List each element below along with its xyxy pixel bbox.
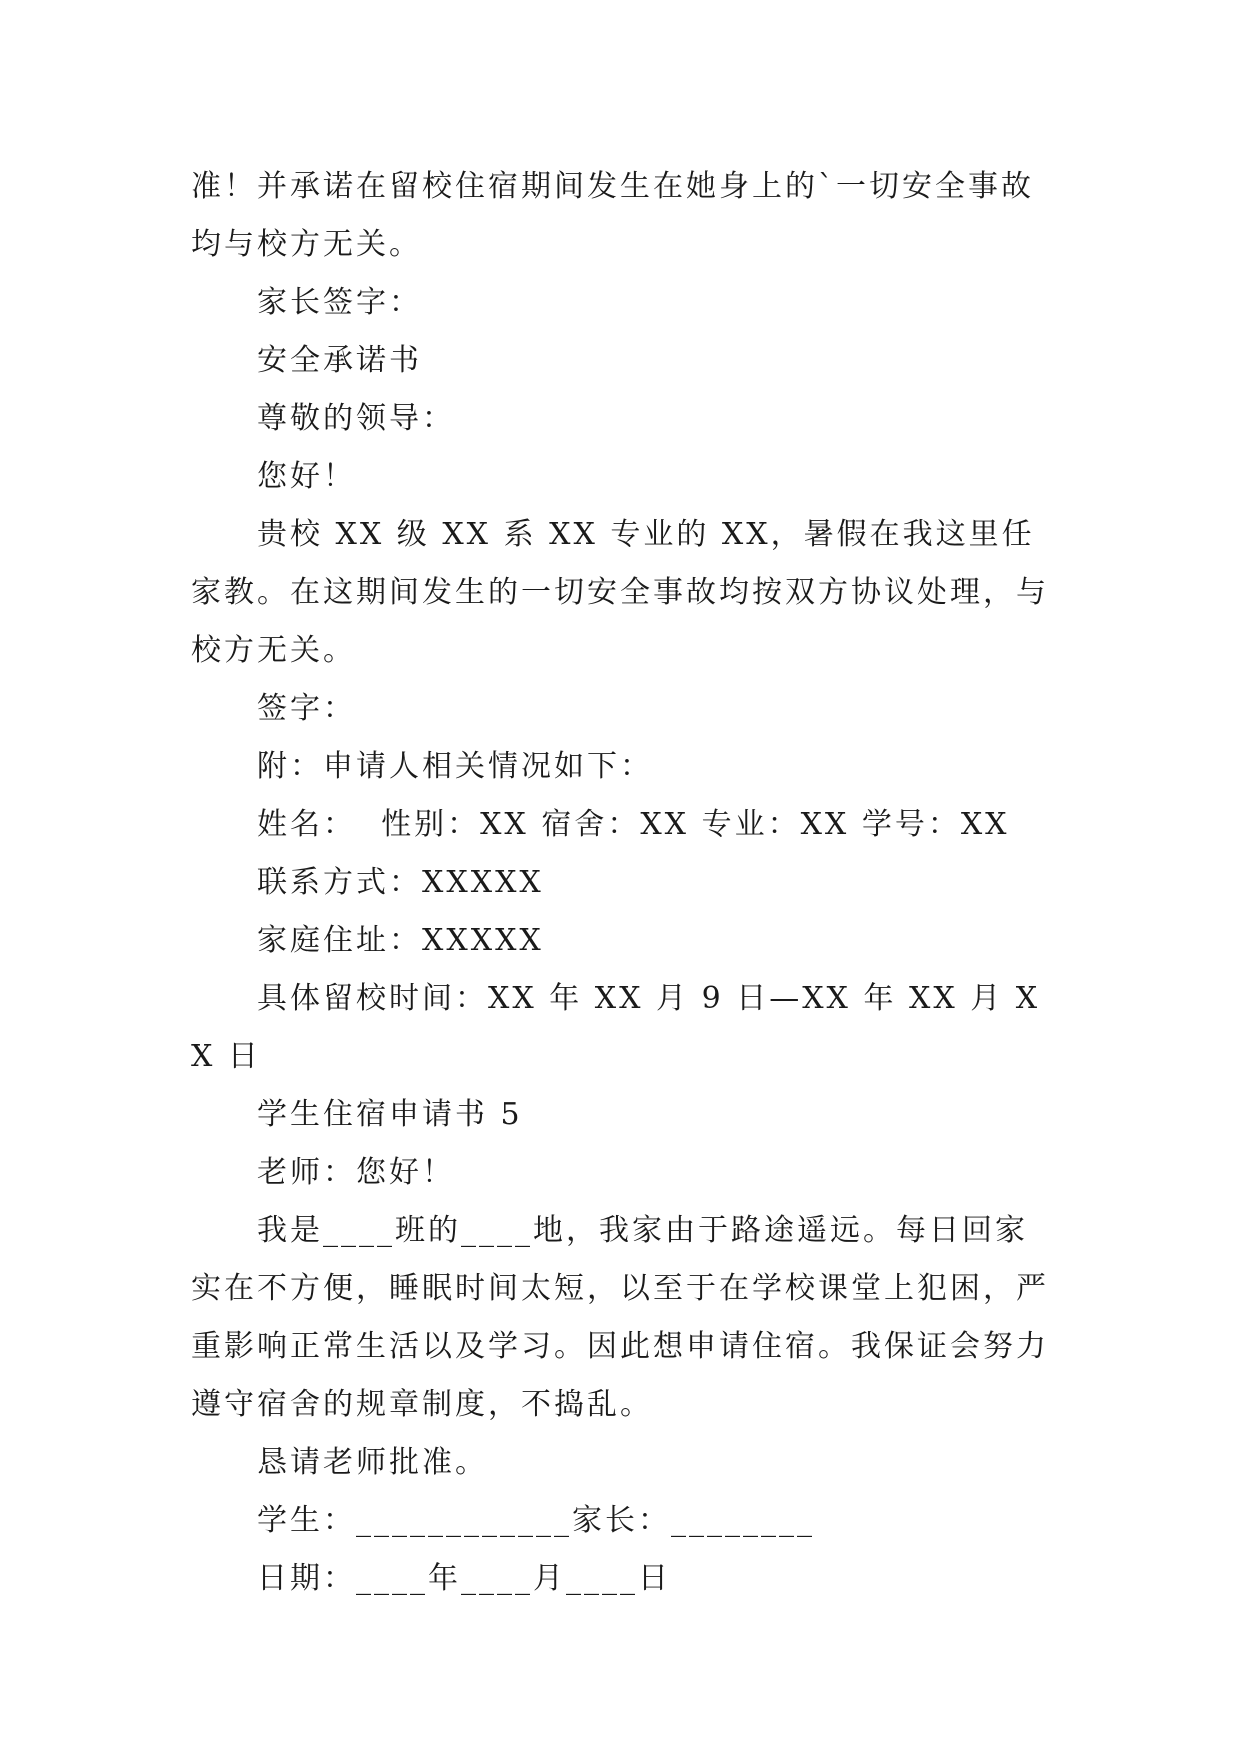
section-title-safety-pledge: 安全承诺书 xyxy=(257,343,422,378)
request-line: 恳请老师批准。 xyxy=(257,1445,488,1480)
paragraph-continuation: 准！并承诺在留校住宿期间发生在她身上的`一切安全事故均与校方无关。 xyxy=(191,169,1034,262)
date-line: 日期：____年____月____日 xyxy=(257,1561,671,1596)
stay-period-line: 具体留校时间：XX 年 XX 月 9 日—XX 年 XX 月 XX 日 xyxy=(191,981,1041,1074)
paragraph-body: 贵校 XX 级 XX 系 XX 专业的 XX，暑假在我这里任家教。在这期间发生的一切安全事故均按双方协议处理，与校方无关。 xyxy=(191,517,1049,668)
student-parent-signature-line: 学生：____________家长：________ xyxy=(257,1503,815,1538)
applicant-info-line: 姓名： 性别：XX 宿舍：XX 专业：XX 学号：XX xyxy=(257,807,1010,842)
teacher-greeting: 老师：您好！ xyxy=(257,1155,455,1190)
document-body xyxy=(191,158,1051,1608)
appendix-heading: 附：申请人相关情况如下： xyxy=(257,749,653,784)
parent-signature-line: 家长签字： xyxy=(257,285,422,320)
greeting: 您好！ xyxy=(257,459,356,494)
section-title-application-5: 学生住宿申请书 5 xyxy=(257,1097,523,1132)
contact-line: 联系方式：XXXXX xyxy=(257,865,544,900)
signature-line: 签字： xyxy=(257,691,356,726)
address-line: 家庭住址：XXXXX xyxy=(257,923,544,958)
salutation: 尊敬的领导： xyxy=(257,401,455,436)
paragraph-body: 我是____班的____地，我家由于路途遥远。每日回家实在不方便，睡眠时间太短，以至于在学校课堂上犯困，严重影响正常生活以及学习。因此想申请住宿。我保证会努力遵守宿舍的规章制度，不捣乱。 xyxy=(191,1213,1049,1422)
